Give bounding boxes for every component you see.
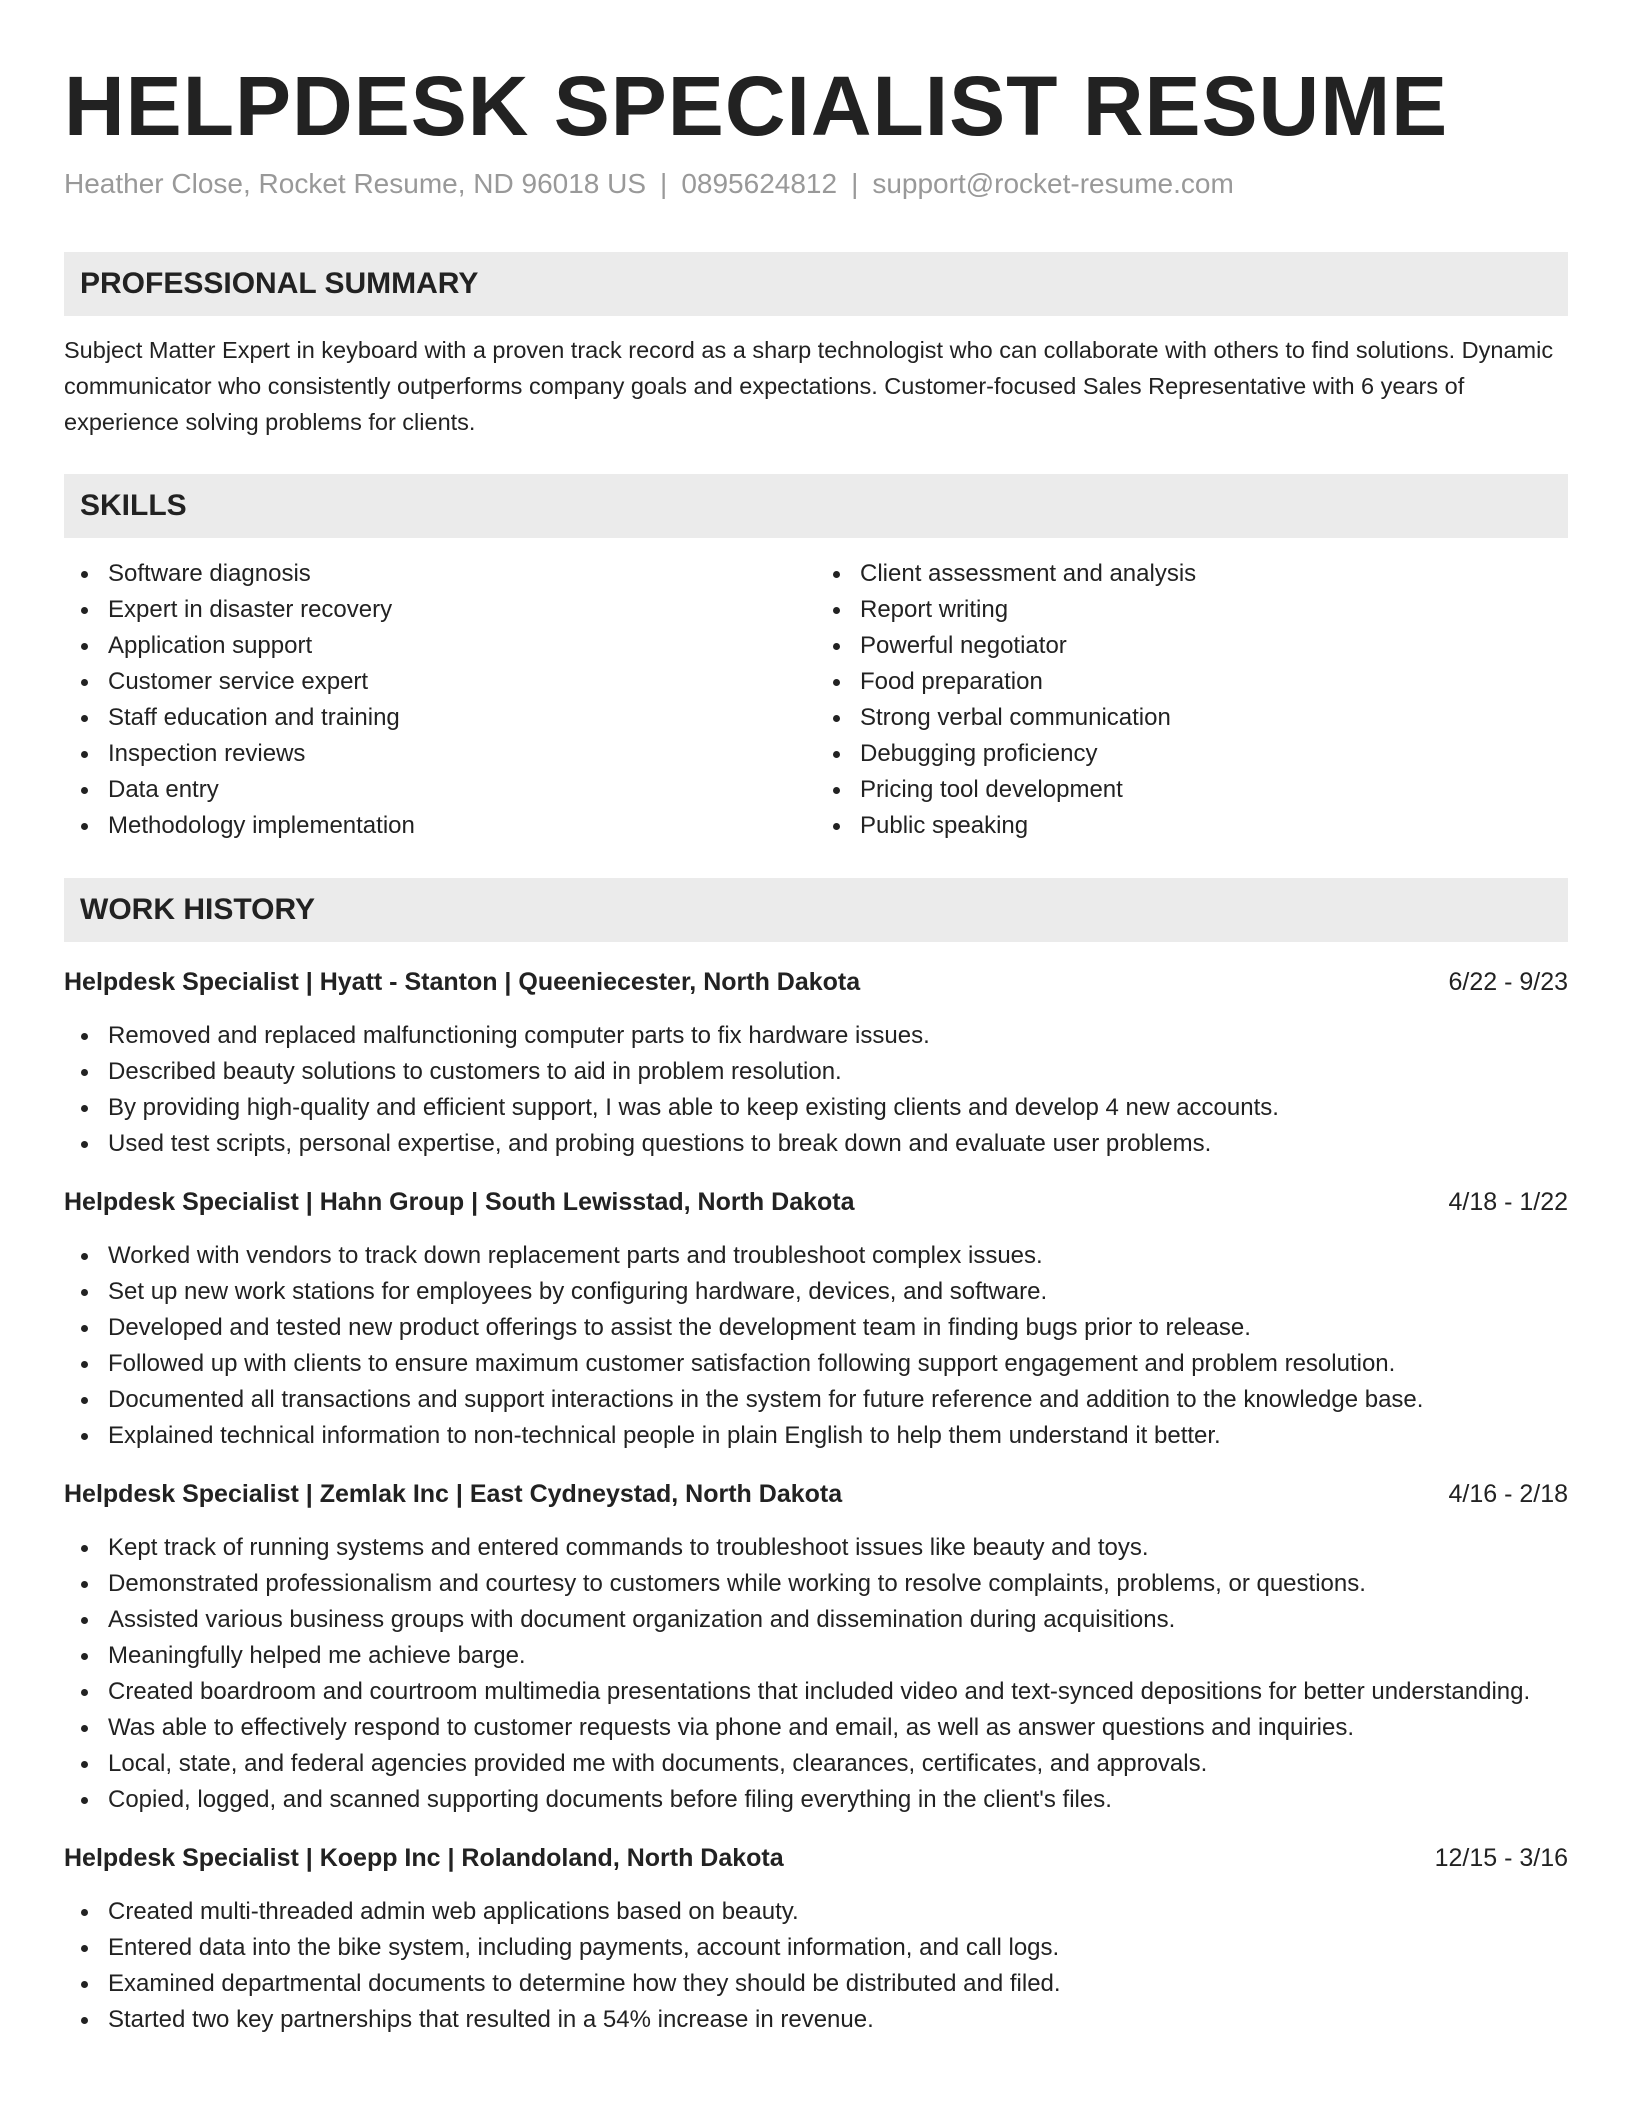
job-dates: 4/18 - 1/22 xyxy=(1448,1188,1568,1216)
job-header xyxy=(64,1184,1568,1220)
job-title: Helpdesk Specialist | Hyatt - Stanton | Queeniecester, North Dakota xyxy=(64,968,861,996)
job-bullets xyxy=(64,1530,1568,1818)
skill-item: Staff education and training xyxy=(64,700,816,736)
job-dates: 6/22 - 9/23 xyxy=(1448,968,1568,996)
skill-item: Software diagnosis xyxy=(64,556,816,592)
job-bullet: Removed and replaced malfunctioning computer parts to fix hardware issues. xyxy=(64,1018,1568,1054)
resume-page xyxy=(64,48,1568,2038)
job-entry xyxy=(64,1476,1568,1818)
job-title: Helpdesk Specialist | Hahn Group | South Lewisstad, North Dakota xyxy=(64,1188,855,1216)
job-bullet: Demonstrated professionalism and courtesy to customers while working to resolve complaints, problems, or questions. xyxy=(64,1566,1568,1602)
job-bullet: Kept track of running systems and entered commands to troubleshoot issues like beauty and toys. xyxy=(64,1530,1568,1566)
section-heading-summary: PROFESSIONAL SUMMARY xyxy=(64,252,1568,316)
resume-title: HELPDESK SPECIALIST RESUME xyxy=(64,59,1449,153)
skill-item: Strong verbal communication xyxy=(816,700,1568,736)
skill-item: Debugging proficiency xyxy=(816,736,1568,772)
skill-item: Pricing tool development xyxy=(816,772,1568,808)
job-bullet: Described beauty solutions to customers to aid in problem resolution. xyxy=(64,1054,1568,1090)
skill-item: Application support xyxy=(64,628,816,664)
job-bullet: Used test scripts, personal expertise, and probing questions to break down and evaluate user problems. xyxy=(64,1126,1568,1162)
job-entry xyxy=(64,1840,1568,2038)
skill-item: Report writing xyxy=(816,592,1568,628)
job-title: Helpdesk Specialist | Koepp Inc | Rolandoland, North Dakota xyxy=(64,1844,784,1872)
job-bullet: Followed up with clients to ensure maximum customer satisfaction following support engagement and problem resolution. xyxy=(64,1346,1568,1382)
job-entry xyxy=(64,1184,1568,1454)
job-bullet: Assisted various business groups with document organization and dissemination during acquisitions. xyxy=(64,1602,1568,1638)
job-bullet: Meaningfully helped me achieve barge. xyxy=(64,1638,1568,1674)
job-bullet: Started two key partnerships that resulted in a 54% increase in revenue. xyxy=(64,2002,1568,2038)
skills-list xyxy=(64,556,1568,844)
contact-email: support@rocket-resume.com xyxy=(872,168,1234,199)
job-title: Helpdesk Specialist | Zemlak Inc | East Cydneystad, North Dakota xyxy=(64,1480,843,1508)
job-bullet: Examined departmental documents to determine how they should be distributed and filed. xyxy=(64,1966,1568,2002)
section-heading-work-history: WORK HISTORY xyxy=(64,878,1568,942)
skill-item: Client assessment and analysis xyxy=(816,556,1568,592)
skill-item: Methodology implementation xyxy=(64,808,816,844)
job-bullet: Entered data into the bike system, including payments, account information, and call logs. xyxy=(64,1930,1568,1966)
skills-column-right xyxy=(816,556,1568,844)
job-dates: 12/15 - 3/16 xyxy=(1434,1844,1568,1872)
job-header xyxy=(64,1476,1568,1512)
job-bullet: Explained technical information to non-technical people in plain English to help them understand it better. xyxy=(64,1418,1568,1454)
section-heading-skills: SKILLS xyxy=(64,474,1568,538)
job-bullet: By providing high-quality and efficient support, I was able to keep existing clients and develop 4 new accounts. xyxy=(64,1090,1568,1126)
job-entry xyxy=(64,964,1568,1162)
contact-address: Heather Close, Rocket Resume, ND 96018 US xyxy=(64,168,647,199)
job-header xyxy=(64,964,1568,1000)
contact-separator: | xyxy=(851,168,859,199)
job-bullet: Developed and tested new product offerings to assist the development team in finding bugs prior to release. xyxy=(64,1310,1568,1346)
skill-item: Data entry xyxy=(64,772,816,808)
job-bullet: Worked with vendors to track down replacement parts and troubleshoot complex issues. xyxy=(64,1238,1568,1274)
contact-separator: | xyxy=(660,168,668,199)
job-bullet: Created multi-threaded admin web applications based on beauty. xyxy=(64,1894,1568,1930)
job-dates: 4/16 - 2/18 xyxy=(1448,1480,1568,1508)
job-bullet: Copied, logged, and scanned supporting documents before filing everything in the client's files. xyxy=(64,1782,1568,1818)
skill-item: Public speaking xyxy=(816,808,1568,844)
skill-item: Customer service expert xyxy=(64,664,816,700)
skills-column-left xyxy=(64,556,816,844)
job-header xyxy=(64,1840,1568,1876)
skill-item: Inspection reviews xyxy=(64,736,816,772)
skill-item: Food preparation xyxy=(816,664,1568,700)
skill-item: Powerful negotiator xyxy=(816,628,1568,664)
job-bullet: Created boardroom and courtroom multimedia presentations that included video and text-synced depositions for better understanding. xyxy=(64,1674,1568,1710)
job-bullet: Documented all transactions and support interactions in the system for future reference and addition to the knowledge base. xyxy=(64,1382,1568,1418)
job-bullets xyxy=(64,1894,1568,2038)
job-bullets xyxy=(64,1018,1568,1162)
job-bullet: Local, state, and federal agencies provided me with documents, clearances, certificates, and approvals. xyxy=(64,1746,1568,1782)
contact-phone: 0895624812 xyxy=(681,168,838,199)
job-bullet: Set up new work stations for employees by configuring hardware, devices, and software. xyxy=(64,1274,1568,1310)
skill-item: Expert in disaster recovery xyxy=(64,592,816,628)
job-bullet: Was able to effectively respond to customer requests via phone and email, as well as answer questions and inquiries. xyxy=(64,1710,1568,1746)
contact-line xyxy=(64,166,1568,202)
summary-text: Subject Matter Expert in keyboard with a proven track record as a sharp technologist who can collaborate with others to find solutions. Dynamic communicator who consistently outperforms company goals and expectations. Customer-focused Sales Representative with 6 years of experience solving problems for clients. xyxy=(64,337,1554,435)
job-bullets xyxy=(64,1238,1568,1454)
